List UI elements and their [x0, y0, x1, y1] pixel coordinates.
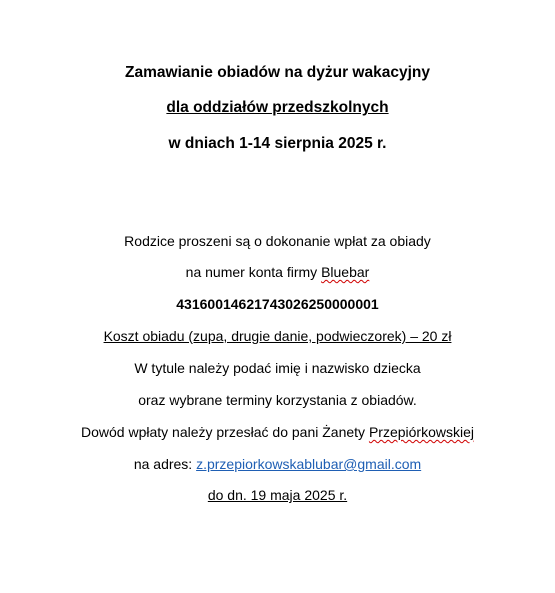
body-line-5	[0, 359, 555, 377]
body-line-2	[0, 263, 555, 281]
title-line-3	[0, 135, 555, 153]
title-text-2: dla oddziałów przedszkolnych	[166, 99, 389, 116]
company-name: Bluebar	[321, 264, 370, 280]
deadline-text: do dn. 19 maja 2025 r.	[207, 487, 348, 503]
body-line-3	[0, 295, 555, 313]
body-line-8	[0, 455, 555, 473]
meal-cost-text: Koszt obiadu (zupa, drugie danie, podwieczorek) – 20 zł	[103, 328, 452, 344]
body-line-6	[0, 391, 555, 409]
body-line-1	[0, 232, 555, 250]
title-text-1: Zamawianie obiadów na dyżur wakacyjny	[125, 64, 430, 81]
email-link[interactable]: z.przepiorkowskablubar@gmail.com	[196, 456, 422, 472]
body-line-7	[0, 423, 555, 441]
proof-of-payment-text: Dowód wpłaty należy przesłać do pani Żanety	[81, 424, 369, 440]
payment-request-text: Rodzice proszeni są o dokonanie wpłat za obiady	[124, 233, 431, 249]
contact-surname: Przepiórkowskiej	[368, 424, 474, 440]
address-label: na adres:	[133, 456, 197, 472]
selected-dates-text: oraz wybrane terminy korzystania z obiadów.	[138, 392, 417, 408]
title-text-3: w dniach 1-14 sierpnia 2025 r.	[168, 135, 387, 152]
title-line-2	[0, 99, 555, 117]
account-intro-text: na numer konta firmy	[185, 264, 322, 280]
transfer-title-text: W tytule należy podać imię i nazwisko dziecka	[134, 360, 421, 376]
body-line-9	[0, 486, 555, 504]
body-line-4	[0, 327, 555, 345]
title-line-1	[0, 64, 555, 82]
account-number: 43160014621743026250000001	[176, 296, 379, 312]
